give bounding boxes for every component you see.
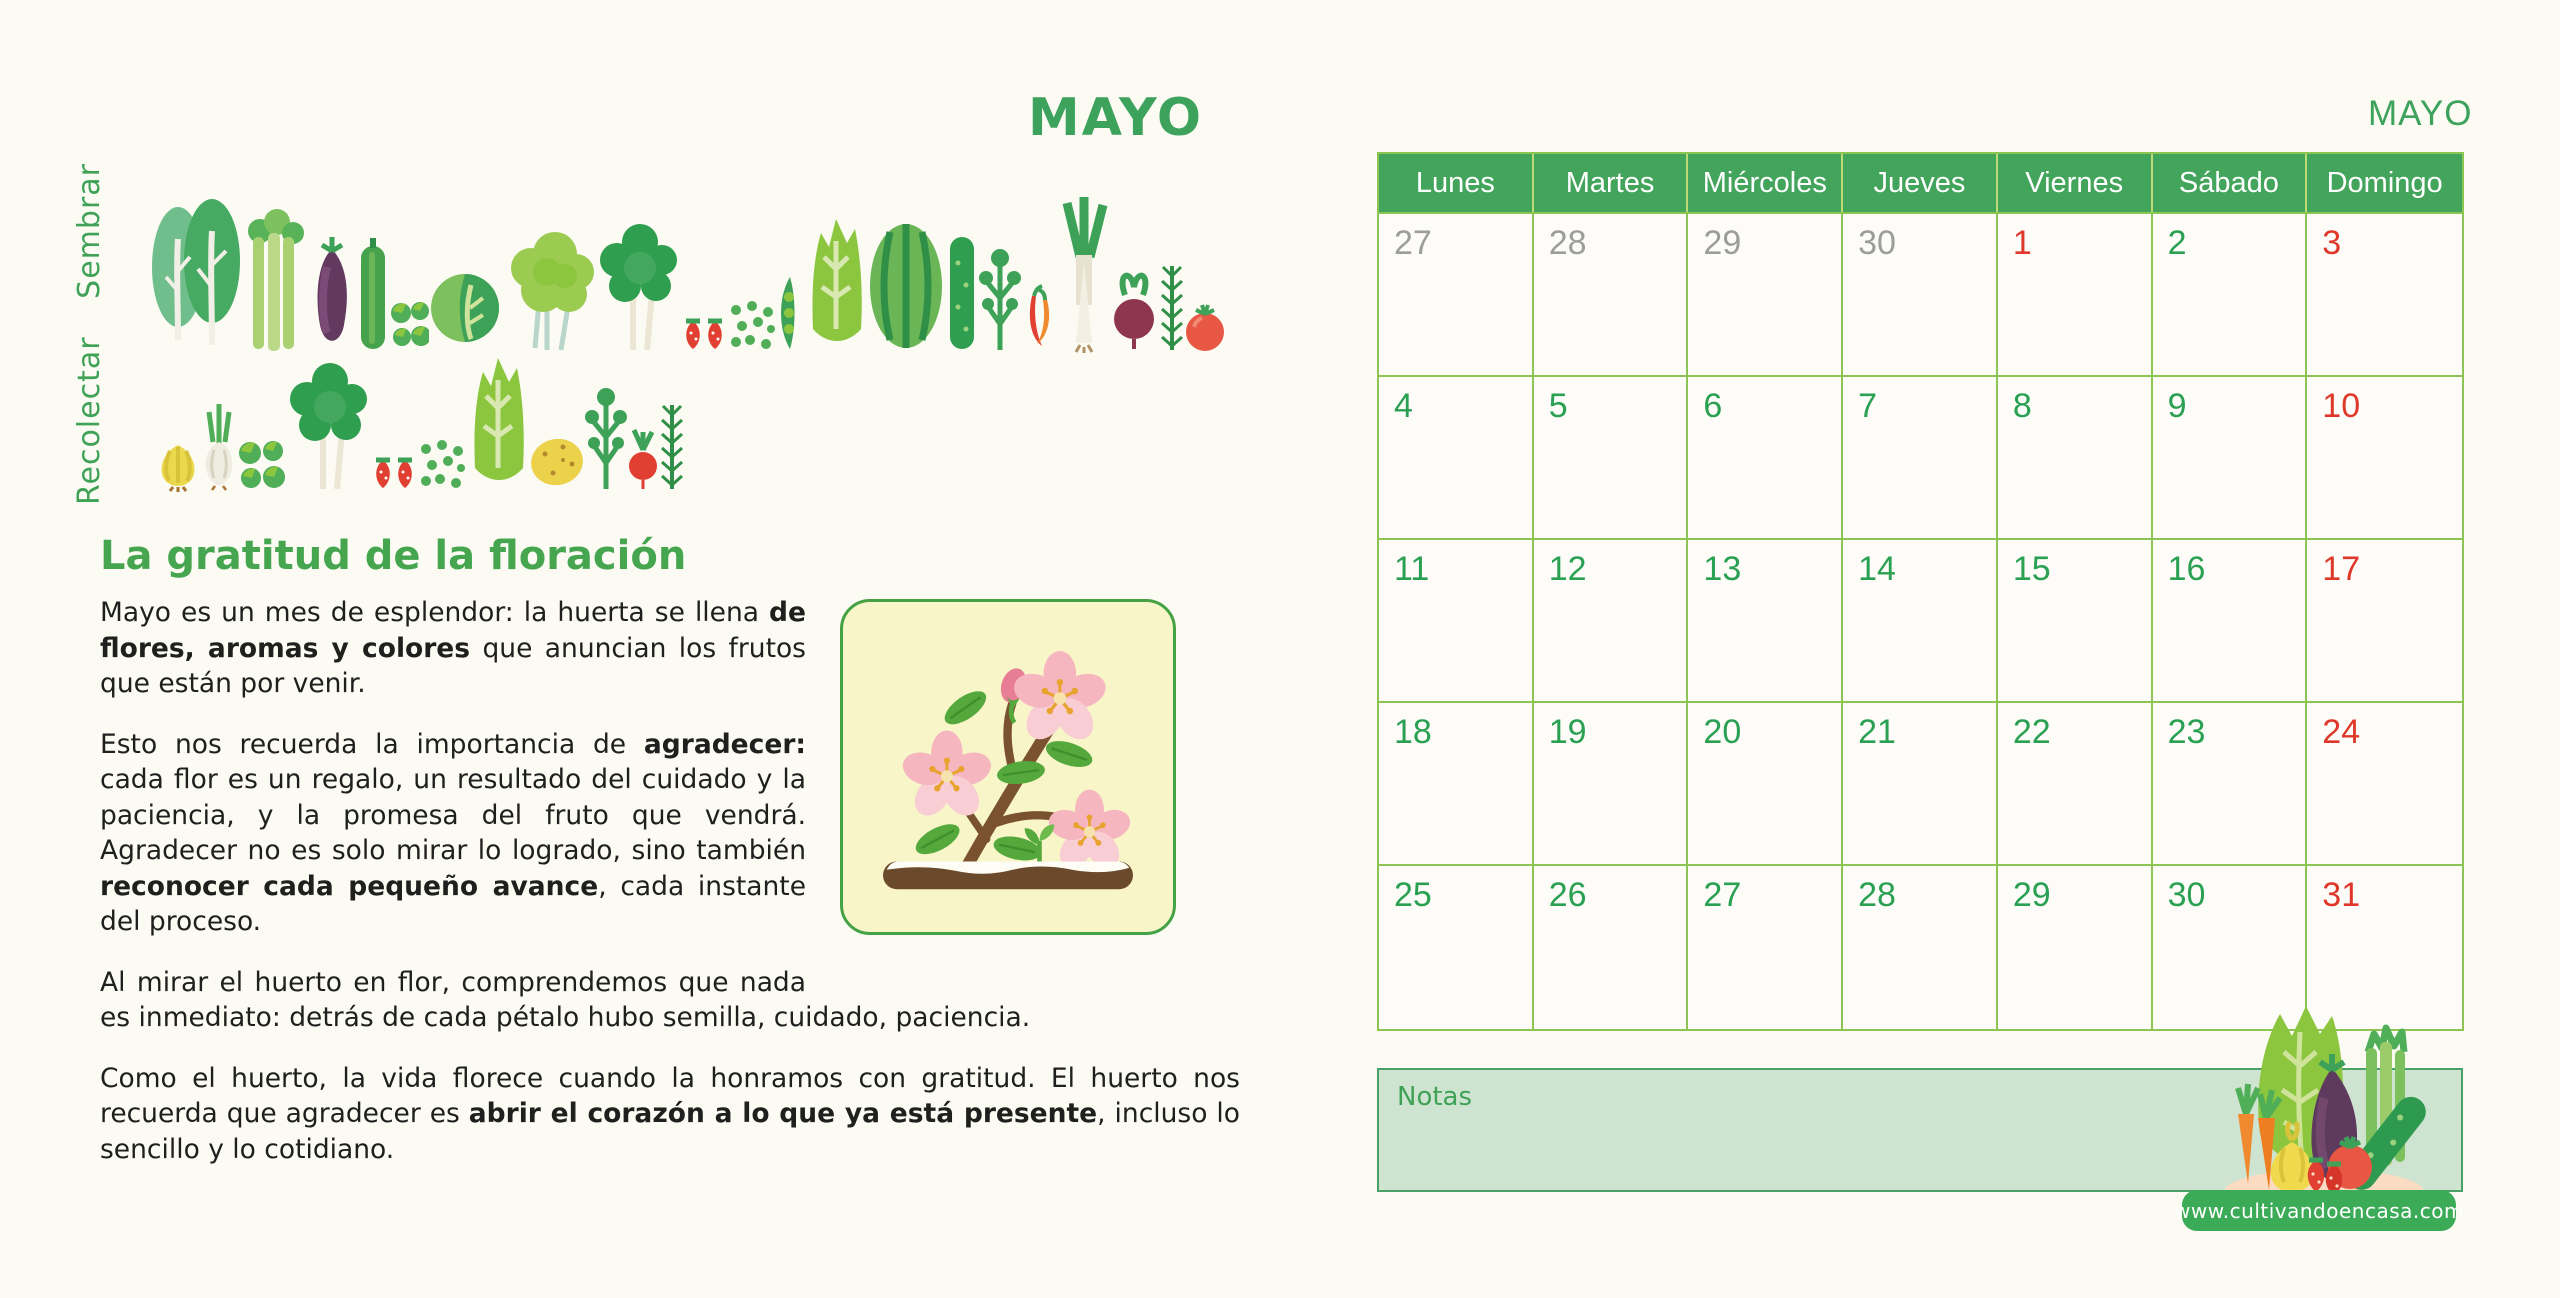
rosemary-icon xyxy=(659,397,685,492)
day-number: 25 xyxy=(1394,876,1432,914)
day-number: 31 xyxy=(2322,876,2361,914)
website-badge[interactable] xyxy=(2174,1190,2464,1231)
day-number: 7 xyxy=(1858,387,1878,425)
day-cell xyxy=(1534,866,1689,1029)
weekday-header: Jueves xyxy=(1843,154,1998,212)
day-cell xyxy=(1534,540,1689,703)
day-cell xyxy=(1688,377,1843,540)
page-title: MAYO xyxy=(1028,88,1204,148)
harvest-basket-illustration xyxy=(2208,1002,2438,1216)
day-cell xyxy=(1379,214,1534,377)
day-number: 28 xyxy=(1548,224,1587,262)
day-cell xyxy=(1843,703,1998,866)
calendar-month-label: MAYO xyxy=(2368,94,2473,133)
day-cell xyxy=(1379,866,1534,1029)
sprouts4-icon xyxy=(237,437,285,492)
onion-icon xyxy=(155,440,201,492)
day-number: 11 xyxy=(1394,550,1430,588)
day-cell xyxy=(2153,703,2308,866)
calendar-grid xyxy=(1379,214,2462,1029)
potato-icon xyxy=(529,430,585,492)
day-number: 29 xyxy=(1703,224,1742,262)
day-cell xyxy=(1843,866,1998,1029)
beet-icon xyxy=(1109,263,1159,353)
day-number: 8 xyxy=(2012,387,2032,425)
melon-icon xyxy=(867,218,945,353)
eggplant-icon xyxy=(307,233,357,353)
notes-label: Notas xyxy=(1397,1082,1473,1112)
peas-icon xyxy=(728,298,776,353)
strawberries-icon xyxy=(370,448,418,492)
day-cell xyxy=(2307,377,2462,540)
day-cell xyxy=(1998,214,2153,377)
day-cell xyxy=(1998,866,2153,1029)
day-cell xyxy=(1534,703,1689,866)
parsley-icon xyxy=(585,377,627,492)
day-number: 19 xyxy=(1548,713,1587,751)
peapod-icon xyxy=(776,273,804,353)
day-cell xyxy=(1688,540,1843,703)
lettuce-icon xyxy=(467,352,529,492)
month-calendar xyxy=(1377,152,2464,1031)
day-cell xyxy=(2307,214,2462,377)
cabbage-icon xyxy=(429,253,507,353)
day-number: 27 xyxy=(1703,876,1742,914)
day-number: 16 xyxy=(2167,550,2206,588)
strawberries-icon xyxy=(680,309,728,353)
day-number: 14 xyxy=(1858,550,1896,588)
weekday-header: Martes xyxy=(1534,154,1689,212)
day-number: 24 xyxy=(2322,713,2361,751)
cucumber-icon xyxy=(945,233,979,353)
day-number: 26 xyxy=(1548,876,1587,914)
day-number: 23 xyxy=(2167,713,2206,751)
lettuce-icon xyxy=(805,213,867,353)
body-paragraph: Al mirar el huerto en flor, comprendemos que nada es inmediato: detrás de cada pétalo hubo semilla, cuidado, paciencia. xyxy=(100,966,1031,1033)
celery-icon xyxy=(245,203,307,353)
day-number: 30 xyxy=(2167,876,2206,914)
day-cell xyxy=(1843,214,1998,377)
day-number: 9 xyxy=(2167,387,2187,425)
day-number: 1 xyxy=(2012,224,2032,262)
sow-vegetables-row xyxy=(150,193,1225,353)
kale-icon xyxy=(595,218,680,353)
day-cell xyxy=(1998,703,2153,866)
weekday-header: Domingo xyxy=(2307,154,2462,212)
day-number: 2 xyxy=(2167,224,2187,262)
day-number: 20 xyxy=(1703,713,1742,751)
chard-icon xyxy=(150,195,245,353)
day-cell xyxy=(1688,703,1843,866)
website-url: www.cultivandoencasa.com xyxy=(2174,1198,2464,1223)
day-cell xyxy=(1688,214,1843,377)
day-number: 15 xyxy=(2012,550,2051,588)
weekday-header: Lunes xyxy=(1379,154,1534,212)
day-cell xyxy=(2153,377,2308,540)
day-number: 5 xyxy=(1548,387,1568,425)
sprouts-icon xyxy=(389,298,429,353)
day-number: 3 xyxy=(2322,224,2342,262)
cherry-blossom-icon xyxy=(858,617,1158,917)
day-cell xyxy=(1843,540,1998,703)
day-cell xyxy=(1534,377,1689,540)
blossom-illustration-box xyxy=(840,599,1176,935)
day-cell xyxy=(2153,214,2308,377)
day-cell xyxy=(1379,377,1534,540)
day-cell xyxy=(2153,540,2308,703)
day-cell xyxy=(1379,540,1534,703)
zucchini-icon xyxy=(357,238,389,353)
garlic-icon xyxy=(201,400,237,492)
day-number: 4 xyxy=(1394,387,1413,425)
leek-icon xyxy=(1059,195,1109,353)
rosemary-icon xyxy=(1159,258,1185,353)
weekday-header: Miércoles xyxy=(1688,154,1843,212)
day-cell xyxy=(1998,540,2153,703)
day-number: 18 xyxy=(1394,713,1432,751)
day-cell xyxy=(2307,703,2462,866)
article-heading: La gratitud de la floración xyxy=(100,533,687,579)
body-paragraph: Esto nos recuerda la importancia de agradecer: cada flor es un regalo, un resultado del cuidado y la paciencia, y la promesa del fruto que vendrá. Agradecer no es solo mirar lo logrado, sino también reconocer cada pequeño avance, cada instante del proceso. xyxy=(100,728,806,937)
body-paragraph: Como el huerto, la vida florece cuando la honramos con gratitud. El huerto nos recuerda que agradecer es abrir el corazón a lo que ya está presente, incluso lo sencillo y lo cotidiano. xyxy=(100,1062,1240,1165)
vegetables-icon xyxy=(2208,1002,2438,1216)
weekday-header: Viernes xyxy=(1998,154,2153,212)
parsley-bush-icon xyxy=(507,228,595,353)
tomato-icon xyxy=(1185,303,1225,353)
day-number: 30 xyxy=(1858,224,1896,262)
article xyxy=(100,533,1240,1192)
day-number: 13 xyxy=(1703,550,1742,588)
day-cell xyxy=(1998,377,2153,540)
day-number: 12 xyxy=(1548,550,1587,588)
radish-icon xyxy=(627,424,659,492)
day-number: 21 xyxy=(1858,713,1896,751)
weekday-header: Sábado xyxy=(2153,154,2308,212)
day-number: 27 xyxy=(1394,224,1432,262)
sow-harvest-axis-label xyxy=(72,163,107,505)
chilis-icon xyxy=(1021,278,1059,353)
body-paragraph: Mayo es un mes de esplendor: la huerta se llena de flores, aromas y colores que anuncian los frutos que están por venir. xyxy=(100,597,806,699)
day-cell xyxy=(1843,377,1998,540)
day-cell xyxy=(2307,540,2462,703)
day-number: 10 xyxy=(2322,387,2361,425)
kale-icon xyxy=(285,357,370,492)
day-number: 29 xyxy=(2012,876,2051,914)
sow-label: Sembrar xyxy=(72,163,107,299)
day-number: 17 xyxy=(2322,550,2361,588)
parsley-icon xyxy=(979,238,1021,353)
day-cell xyxy=(1534,214,1689,377)
day-number: 6 xyxy=(1703,387,1723,425)
day-number: 22 xyxy=(2012,713,2051,751)
peas-icon xyxy=(418,437,466,492)
weekday-header-row xyxy=(1379,154,2462,214)
harvest-label: Recolectar xyxy=(72,336,107,505)
day-cell xyxy=(1379,703,1534,866)
day-number: 28 xyxy=(1858,876,1896,914)
day-cell xyxy=(1688,866,1843,1029)
harvest-vegetables-row xyxy=(155,352,685,492)
